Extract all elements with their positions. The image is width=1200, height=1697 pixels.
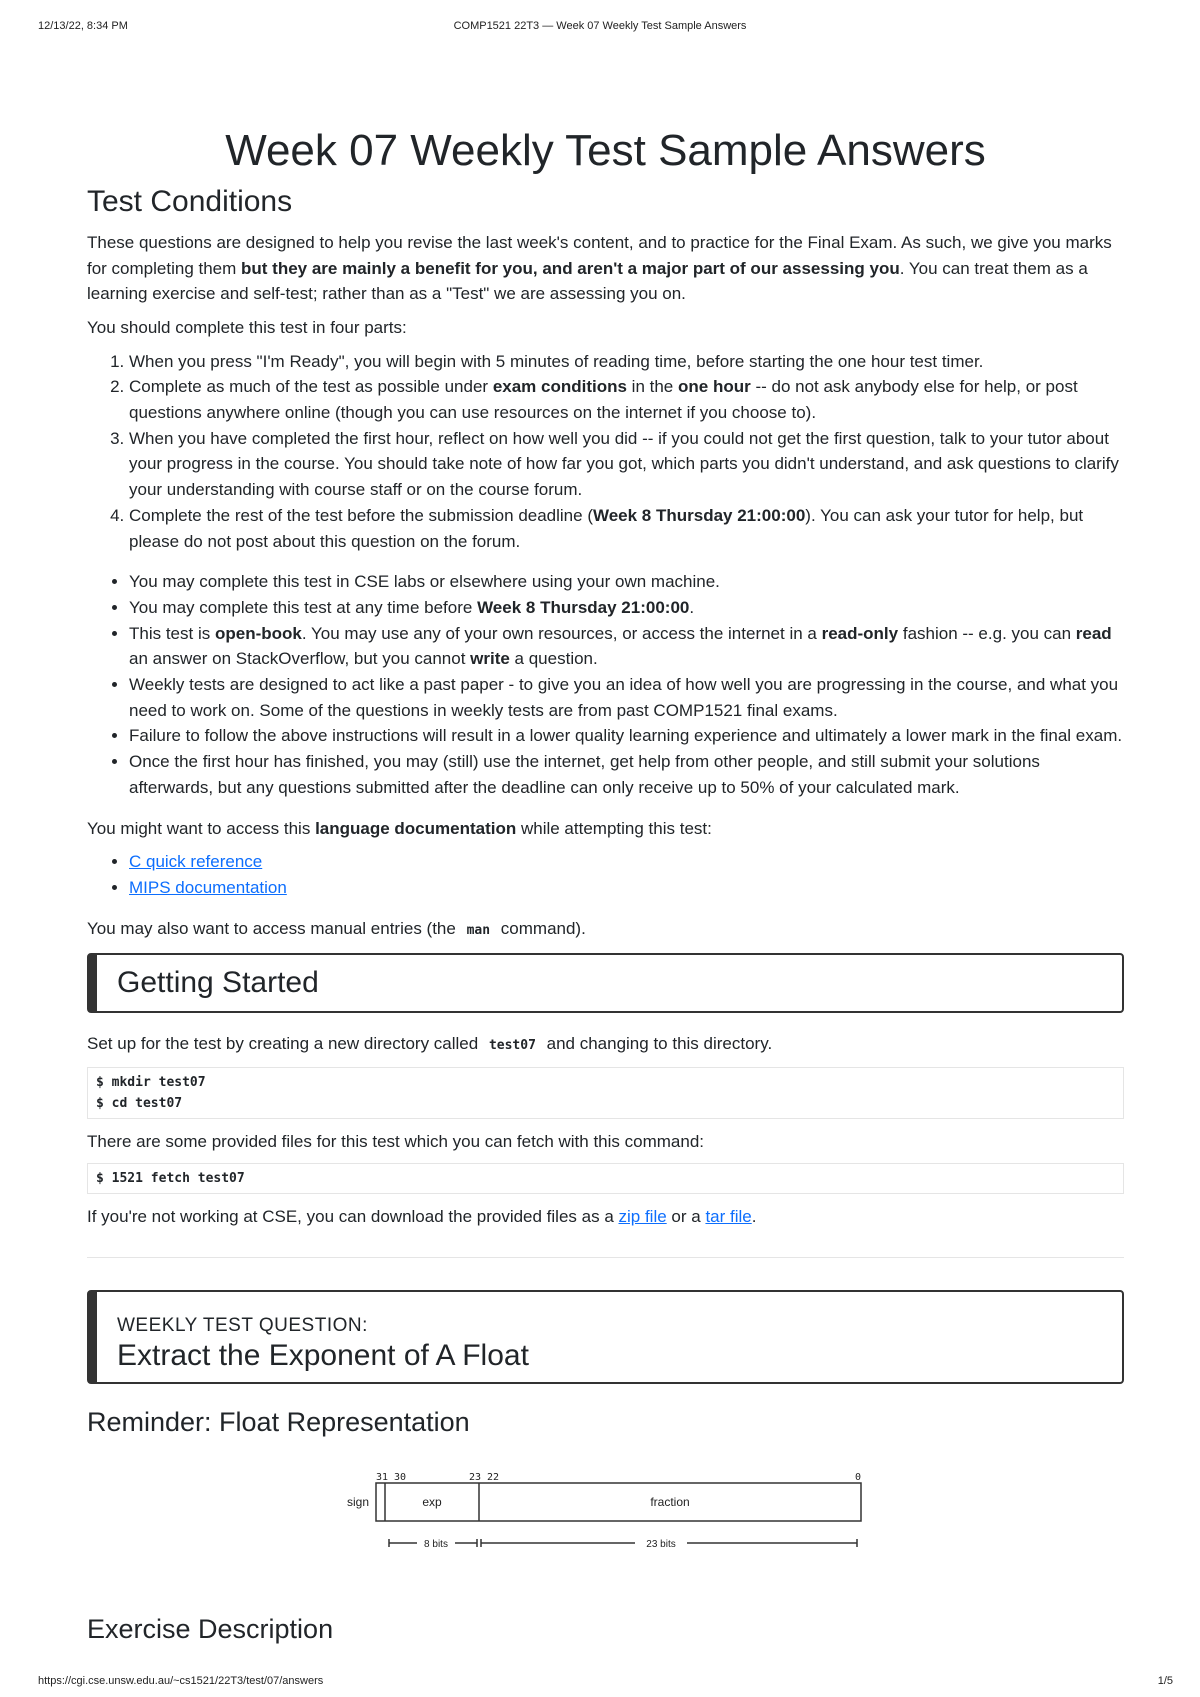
print-url: https://cgi.cse.unsw.edu.au/~cs1521/22T3/test/07/answers bbox=[38, 1675, 324, 1687]
setup-code-block: $ mkdir test07 $ cd test07 bbox=[87, 1067, 1124, 1119]
print-datetime: 12/13/22, 8:34 PM bbox=[38, 20, 128, 32]
rule-item: • You may complete this test in CSE labs or elsewhere using your own machine. bbox=[129, 569, 1124, 595]
zip-file-link[interactable]: zip file bbox=[618, 1206, 667, 1226]
c-quick-reference-link[interactable]: C quick reference bbox=[129, 852, 263, 872]
bit-label-22: 22 bbox=[487, 1471, 500, 1483]
print-title: COMP1521 22T3 — Week 07 Weekly Test Sample Answers bbox=[453, 20, 747, 32]
bit-label-0: 0 bbox=[855, 1471, 862, 1483]
fraction-width-label: 23 bits bbox=[646, 1538, 676, 1550]
step-item: 4. Complete the rest of the test before the submission deadline (Week 8 Thursday 21:00:00). You can ask your tutor for help, but please do not post about this question on the forum. bbox=[129, 503, 1124, 554]
float-representation-diagram bbox=[87, 1447, 1124, 1597]
exp-label: exp bbox=[422, 1494, 442, 1509]
getting-started-heading: Getting Started bbox=[117, 966, 319, 1000]
download-paragraph: If you're not working at CSE, you can download the provided files as a zip file or a tar file. bbox=[87, 1206, 757, 1226]
rule-item: • Once the first hour has finished, you may (still) use the internet, get help from other people, and still submit your solutions afterwards, but any questions submitted after the deadline can only receive up to 50% of your calculated mark. bbox=[129, 749, 1124, 800]
bit-label-31: 31 bbox=[376, 1471, 389, 1483]
bit-label-23: 23 bbox=[469, 1471, 482, 1483]
man-paragraph: You may also want to access manual entries (the man command). bbox=[87, 918, 586, 938]
step-item: 3. When you have completed the first hour, reflect on how well you did -- if you could not get the first question, talk to your tutor about your progress in the course. You should take note of how far you got, which parts you didn't understand, and ask questions to clarify your understanding with course staff or on the course forum. bbox=[129, 426, 1124, 503]
documentation-intro: You might want to access this language documentation while attempting this test: bbox=[87, 818, 712, 838]
rule-item: • You may complete this test at any time before Week 8 Thursday 21:00:00. bbox=[129, 595, 1124, 621]
divider bbox=[87, 1257, 1124, 1258]
fetch-code-block: $ 1521 fetch test07 bbox=[87, 1163, 1124, 1194]
page-content bbox=[87, 125, 1124, 1645]
float-box bbox=[376, 1483, 861, 1521]
rules-list bbox=[87, 569, 1124, 800]
reminder-heading: Reminder: Float Representation bbox=[87, 1407, 470, 1438]
tar-file-link[interactable]: tar file bbox=[705, 1206, 752, 1226]
setup-paragraph: Set up for the test by creating a new directory called test07 and changing to this directory. bbox=[87, 1034, 773, 1054]
fetch-paragraph: There are some provided files for this test which you can fetch with this command: bbox=[87, 1132, 704, 1152]
rule-item: • This test is open-book. You may use any of your own resources, or access the internet in a read-only fashion -- e.g. you can read an answer on StackOverflow, but you cannot write a question. bbox=[129, 621, 1124, 672]
question-box bbox=[87, 1290, 1124, 1384]
print-page-number: 1/5 bbox=[1157, 1675, 1173, 1687]
exercise-heading: Exercise Description bbox=[87, 1613, 334, 1644]
step-item: 1. When you press "I'm Ready", you will begin with 5 minutes of reading time, before starting the one hour test timer. bbox=[129, 349, 1124, 375]
page-title: Week 07 Weekly Test Sample Answers bbox=[225, 126, 986, 175]
step-item: 2. Complete as much of the test as possible under exam conditions in the one hour -- do not ask anybody else for help, or post questions anywhere online (though you can use resources on the internet if you choose to). bbox=[129, 374, 1124, 425]
exp-width-label: 8 bits bbox=[424, 1538, 448, 1550]
intro-paragraph: These questions are designed to help you revise the last week's content, and to practice for the Final Exam. As such, we give you marks for completing them but they are mainly a benefit for you, and aren't a major part of our assessing you. You can treat them as a learning exercise and self-test; rather than as a "Test" we are assessing you on. bbox=[87, 232, 1112, 304]
bit-label-30: 30 bbox=[394, 1471, 407, 1483]
parts-intro: You should complete this test in four parts: bbox=[87, 317, 407, 337]
fraction-label: fraction bbox=[650, 1494, 690, 1509]
test-conditions-heading: Test Conditions bbox=[87, 184, 293, 218]
documentation-links bbox=[87, 849, 1124, 900]
mips-documentation-link[interactable]: MIPS documentation bbox=[129, 877, 287, 897]
getting-started-box bbox=[87, 953, 1124, 1013]
rule-item: • Weekly tests are designed to act like a past paper - to give you an idea of how well you are progressing in the course, and what you need to work on. Some of the questions in weekly tests are from past COMP1521 final exams. bbox=[129, 672, 1124, 723]
question-title: Extract the Exponent of A Float bbox=[117, 1339, 529, 1373]
sign-label: sign bbox=[346, 1494, 370, 1509]
rule-item: • Failure to follow the above instructions will result in a lower quality learning experience and ultimately a lower mark in the final exam. bbox=[129, 723, 1124, 749]
question-kicker: WEEKLY TEST QUESTION: bbox=[117, 1315, 368, 1337]
steps-list bbox=[87, 349, 1124, 555]
